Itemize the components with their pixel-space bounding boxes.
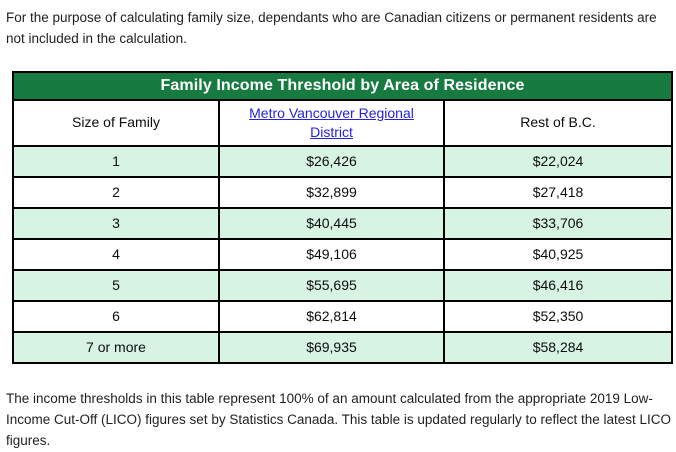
- table-title-row: [13, 72, 672, 100]
- column-header-size-of-family: Size of Family: [13, 100, 219, 146]
- metro-threshold-cell: $26,426: [219, 146, 444, 177]
- table-title: Family Income Threshold by Area of Residence: [13, 72, 672, 100]
- metro-vancouver-link[interactable]: Metro Vancouver Regional District: [249, 104, 414, 140]
- rest-bc-threshold-cell: $22,024: [444, 146, 672, 177]
- family-size-cell: 1: [13, 146, 219, 177]
- rest-bc-threshold-cell: $46,416: [444, 270, 672, 301]
- family-size-cell: 5: [13, 270, 219, 301]
- rest-bc-threshold-cell: $27,418: [444, 177, 672, 208]
- metro-threshold-cell: $55,695: [219, 270, 444, 301]
- table-row: [13, 239, 672, 270]
- family-size-cell: 6: [13, 301, 219, 332]
- rest-bc-threshold-cell: $33,706: [444, 208, 672, 239]
- page: [0, 8, 676, 448]
- rest-bc-threshold-cell: $52,350: [444, 301, 672, 332]
- table-row: [13, 146, 672, 177]
- column-header-rest-of-bc: Rest of B.C.: [444, 100, 672, 146]
- table-header-row: [13, 100, 672, 146]
- family-size-cell: 3: [13, 208, 219, 239]
- intro-paragraph: For the purpose of calculating family size, dependants who are Canadian citizens or permanent residents are not included in the calculation.: [6, 10, 657, 46]
- metro-threshold-cell: $32,899: [219, 177, 444, 208]
- table-row: [13, 270, 672, 301]
- family-size-cell: 4: [13, 239, 219, 270]
- family-size-cell: 7 or more: [13, 332, 219, 363]
- family-size-cell: 2: [13, 177, 219, 208]
- table-row: [13, 301, 672, 332]
- metro-threshold-cell: $40,445: [219, 208, 444, 239]
- table-row: [13, 177, 672, 208]
- rest-bc-threshold-cell: $58,284: [444, 332, 672, 363]
- footer-paragraph: The income thresholds in this table represent 100% of an amount calculated from the appropriate 2019 Low-Income Cut-Off (LICO) figures set by Statistics Canada. This table is updated regularly to reflect the latest LICO figures.: [6, 390, 672, 448]
- metro-threshold-cell: $49,106: [219, 239, 444, 270]
- metro-threshold-cell: $62,814: [219, 301, 444, 332]
- table-row: [13, 208, 672, 239]
- metro-threshold-cell: $69,935: [219, 332, 444, 363]
- column-header-metro-vancouver: [219, 100, 444, 146]
- table-row: [13, 332, 672, 363]
- rest-bc-threshold-cell: $40,925: [444, 239, 672, 270]
- income-threshold-table: [12, 71, 673, 364]
